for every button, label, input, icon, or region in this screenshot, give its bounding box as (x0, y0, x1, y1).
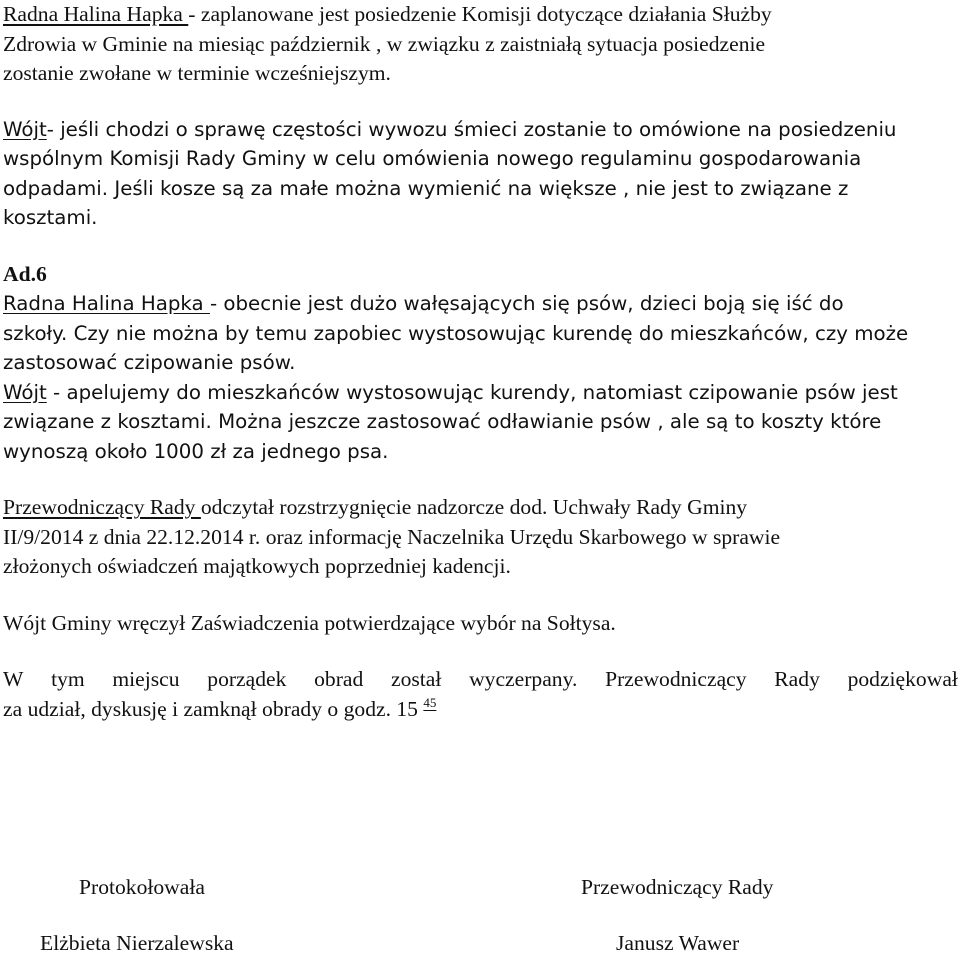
ad6-line-2: szkoły. Czy nie można by temu zapobiec wystosowując kurendę do mieszkańców, czy może (3, 321, 909, 345)
paragraph-5-line-2: II/9/2014 z dnia 22.12.2014 r. oraz informację Naczelnika Urzędu Skarbowego w sprawie (3, 524, 781, 549)
paragraph-1-line-3: zostanie zwołane w terminie wcześniejszym. (3, 61, 391, 85)
paragraph-2-line-2: wspólnym Komisji Rady Gminy w celu omówienia nowego regulaminu gospodarowania (3, 147, 862, 170)
statement-text: - jeśli chodzi o sprawę częstości wywozu śmieci zostanie to omówione na posiedzeniu (46, 117, 897, 141)
chairman-name: Janusz Wawer (616, 931, 740, 955)
paragraph-4-line-1 (3, 378, 958, 408)
paragraph-7-line-2 (3, 695, 958, 725)
section-heading: Ad.6 (3, 261, 47, 286)
speaker-name: Radna Halina Hapka (3, 2, 189, 26)
statement-text: - apelujemy do mieszkańców wystosowując kurendy, natomiast czipowanie psów jest (46, 380, 898, 404)
word: tym (51, 667, 85, 691)
word: obrad (314, 667, 364, 691)
paragraph-6: Wójt Gminy wręczył Zaświadczenia potwierdzające wybór na Sołtysa. (3, 610, 616, 635)
paragraph-5-line-1 (3, 493, 958, 523)
paragraph-2-line-1 (3, 115, 958, 145)
word: Rady (774, 667, 820, 691)
closing-text: za udział, dyskusję i zamknął obrady o godz. 15 (3, 696, 424, 721)
word: W (3, 667, 24, 691)
paragraph-5-line-3: złożonych oświadczeń majątkowych poprzedniej kadencji. (3, 554, 511, 578)
statement-text: - obecnie jest dużo wałęsających się psów, dzieci boją się iść do (209, 292, 844, 315)
document-body (3, 0, 958, 724)
closing-minutes: 45 (423, 694, 437, 710)
paragraph-1-line-2: Zdrowia w Gminie na miesiąc październik , w związku z zaistniałą sytuacja posiedzenie (3, 31, 766, 56)
paragraph-4-line-3: wynoszą około 1000 zł za jednego psa. (3, 439, 389, 463)
word: podziękował (847, 667, 958, 691)
recorder-name: Elżbieta Nierzalewska (40, 931, 234, 955)
recorder-role: Protokołowała (79, 875, 205, 899)
statement-text: - zaplanowane jest posiedzenie Komisji dotyczące działania Służby (188, 2, 772, 26)
word: Przewodniczący (605, 667, 747, 691)
word: miejscu (112, 667, 180, 691)
word: został (390, 667, 442, 691)
paragraph-4-line-2: związane z kosztami. Można jeszcze zastosować odławianie psów , ale są to koszty które (3, 410, 882, 433)
paragraph-1-line-1 (3, 0, 958, 30)
speaker-name: Wójt (3, 117, 47, 141)
speaker-name: Radna Halina Hapka (3, 292, 210, 315)
speaker-name: Wójt (3, 380, 47, 404)
statement-text: odczytał rozstrzygnięcie nadzorcze dod. Uchwały Rady Gminy (200, 495, 748, 519)
paragraph-7-line-1 (3, 665, 958, 695)
paragraph-2-line-4: kosztami. (3, 206, 98, 229)
ad6-line-3: zastosować czipowanie psów. (3, 351, 296, 374)
ad6-line-1 (3, 289, 958, 319)
paragraph-2-line-3: odpadami. Jeśli kosze są za małe można wymienić na większe , nie jest to związane z (3, 176, 849, 200)
word: wyczerpany. (469, 667, 578, 691)
chairman-role: Przewodniczący Rady (581, 875, 774, 899)
word: porządek (207, 667, 287, 691)
speaker-name: Przewodniczący Rady (3, 495, 201, 519)
